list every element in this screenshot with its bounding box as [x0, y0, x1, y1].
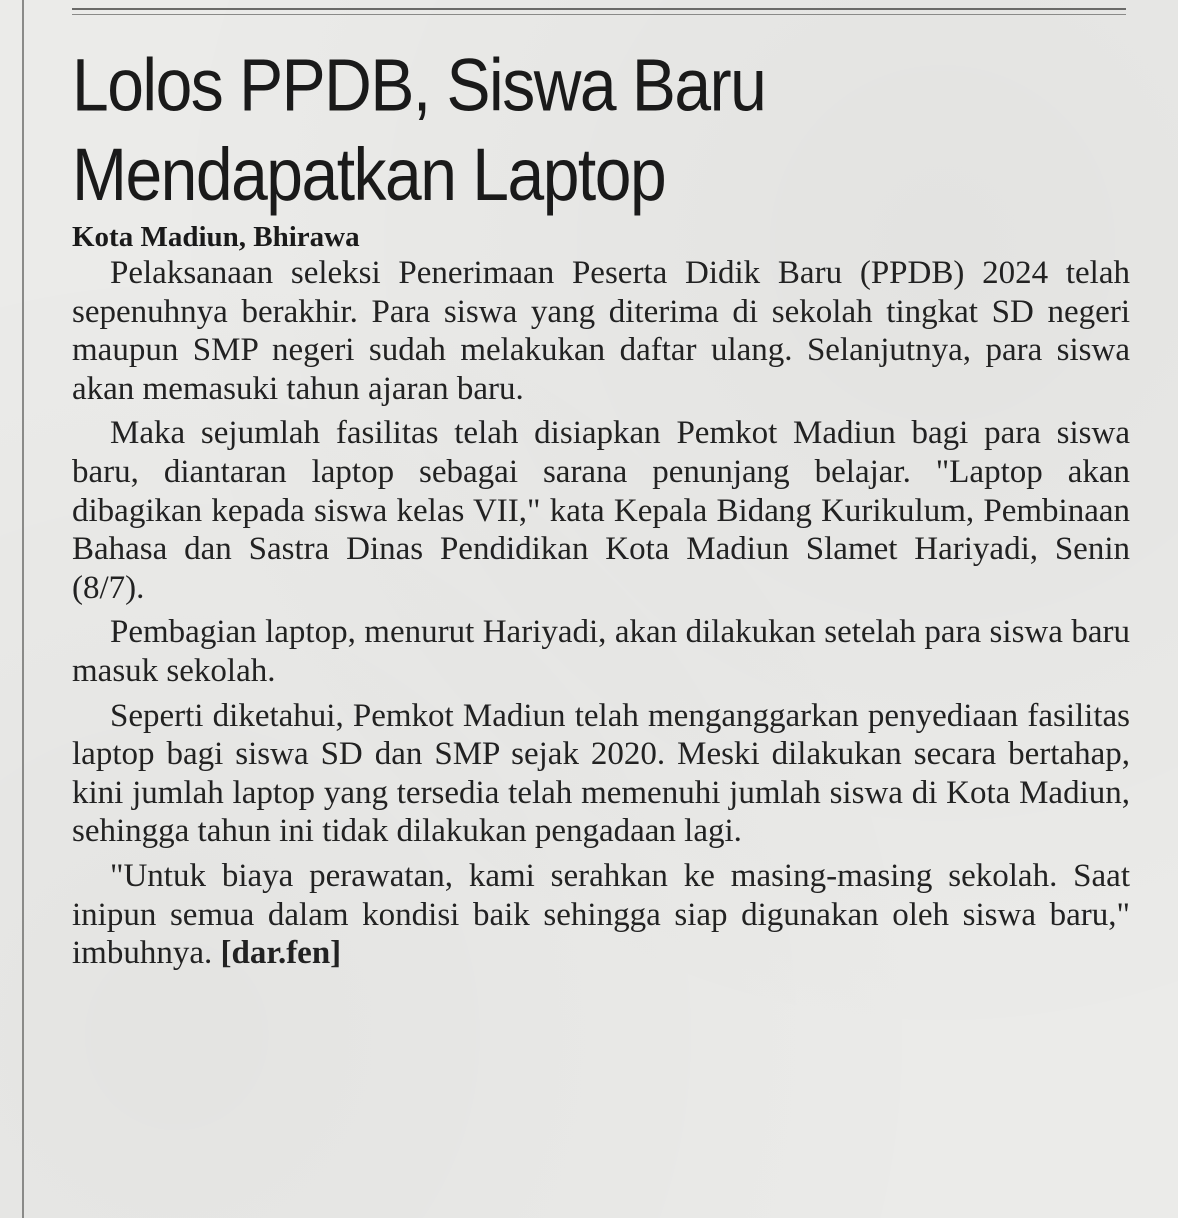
dateline: Kota Madiun, Bhirawa: [72, 221, 360, 253]
headline-line-1: Lolos PPDB, Siswa Baru: [72, 43, 766, 127]
paragraph-2: Maka sejumlah fasilitas telah disiapkan Pemkot Madiun bagi para siswa baru, diantaran laptop sebagai sarana penunjang belajar. "Laptop akan dibagikan kepada siswa kelas VII," kata Kepala Bidang Kurikulum, Pembinaan Bahasa dan Sastra Dinas Pendidikan Kota Madiun Slamet Hariyadi, Senin (8/7).: [72, 415, 1130, 606]
top-rule-thin: [72, 14, 1126, 15]
headline: [72, 40, 1130, 219]
closing-quote: "Untuk biaya perawatan, kami serahkan ke masing-masing sekolah. Saat inipun semua dalam kondisi baik sehingga siap digunakan oleh siswa baru," imbuhnya.: [72, 857, 1130, 972]
column-divider: [22, 0, 24, 1218]
byline: [dar.fen]: [220, 935, 342, 972]
headline-line-2: Mendapatkan Laptop: [72, 132, 666, 216]
article: [72, 40, 1130, 973]
paragraph-1: Pelaksanaan seleksi Penerimaan Peserta Didik Baru (PPDB) 2024 telah sepenuhnya berakhir. Para siswa yang diterima di sekolah tingkat SD negeri maupun SMP negeri sudah melakukan daftar ulang. Selanjutnya, para siswa akan memasuki tahun ajaran baru.: [72, 255, 1130, 407]
paragraph-3: Pembagian laptop, menurut Hariyadi, akan dilakukan setelah para siswa baru masuk sekolah.: [72, 614, 1130, 689]
paragraph-5: [72, 857, 1130, 973]
top-rule: [72, 8, 1126, 10]
paragraph-4: Seperti diketahui, Pemkot Madiun telah menganggarkan penyediaan fasilitas laptop bagi siswa SD dan SMP sejak 2020. Meski dilakukan secara bertahap, kini jumlah laptop yang tersedia telah memenuhi jumlah siswa di Kota Madiun, sehingga tahun ini tidak dilakukan pengadaan lagi.: [72, 697, 1130, 850]
